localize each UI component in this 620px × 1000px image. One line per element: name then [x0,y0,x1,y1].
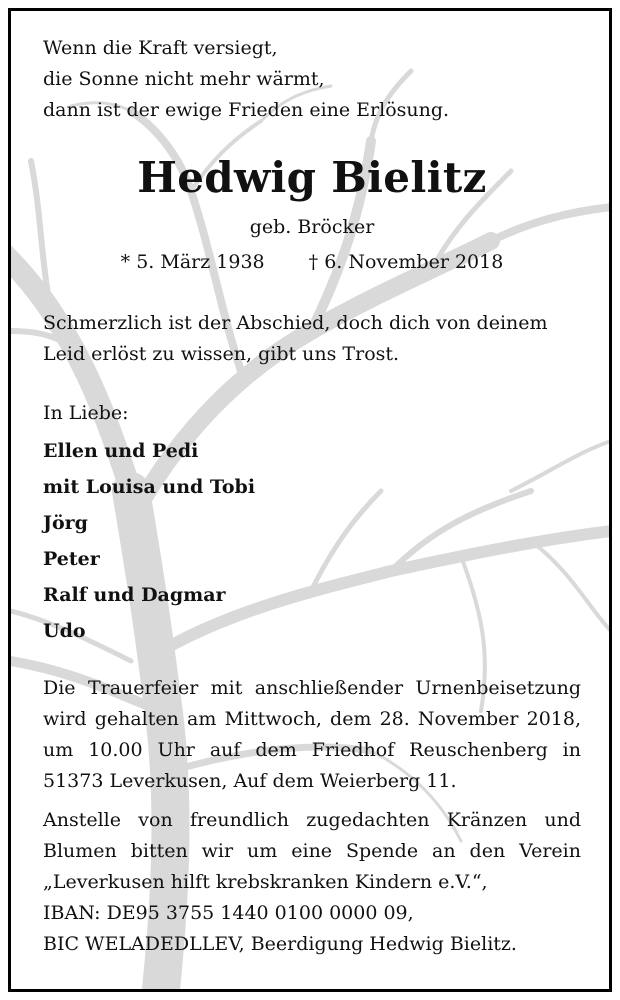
mourner-name: Peter [43,548,100,570]
deceased-name: Hedwig Bielitz [137,153,487,202]
mourner-name: Ellen und Pedi [43,440,199,462]
poem-line: Wenn die Kraft versiegt, [43,37,278,59]
poem [43,33,581,126]
consolation-quote [43,308,581,370]
poem-line: die Sonne nicht mehr wärmt, [43,68,325,90]
mourner-name: Udo [43,620,86,642]
birth-name: geb. Bröcker [249,216,375,238]
mourner-name: Jörg [43,512,88,534]
birth-date: * 5. März 1938 [120,251,265,273]
life-dates [43,247,581,278]
ceremony-info [43,673,581,960]
mourner-name: Ralf und Dagmar [43,584,226,606]
quote-line: Leid erlöst zu wissen, gibt uns Trost. [43,343,400,365]
death-date: † 6. November 2018 [308,251,504,273]
poem-line: dann ist der ewige Frieden eine Erlösung. [43,99,450,121]
donation-bic: BIC WELADEDLLEV, Beerdigung Hedwig Bielitz. [43,933,517,955]
donation-text: Anstelle von freundlich zugedachten Kränzen und Blumen bitten wir um eine Spende an den Verein „Leverkusen hilft krebskranken Kindern e.V.“, [43,809,581,893]
mourners-list [43,433,581,649]
mourner-name: mit Louisa und Tobi [43,476,256,498]
ceremony-text: Die Trauerfeier mit anschließender Urnenbeisetzung wird gehalten am Mittwoch, dem 28. November 2018, um 10.00 Uhr auf dem Friedhof Reuschenberg in 51373 Leverkusen, Auf dem Weierberg 11. [43,677,581,792]
obituary-frame [8,8,612,992]
donation-iban: IBAN: DE95 3755 1440 0100 0000 09, [43,902,414,924]
obituary-content [43,33,581,960]
quote-line: Schmerzlich ist der Abschied, doch dich von deinem [43,312,548,334]
mourners-intro: In Liebe: [43,402,129,424]
